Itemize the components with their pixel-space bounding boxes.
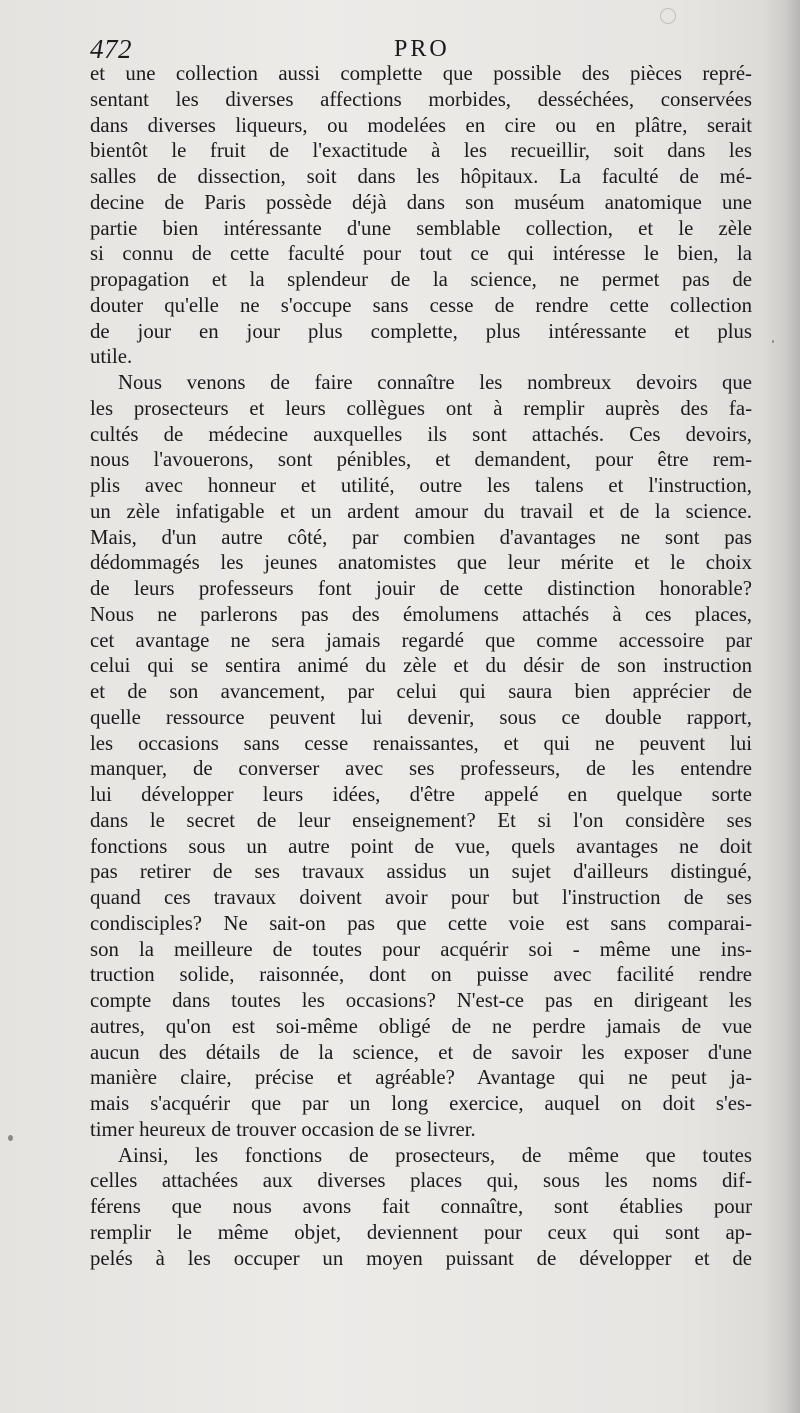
paper-speck <box>660 8 676 24</box>
text-line: pelés à les occuper un moyen puissant de développer et de <box>90 1246 752 1270</box>
text-line: pas retirer de ses travaux assidus un sujet d'ailleurs distingué, <box>90 860 752 884</box>
text-line: bientôt le fruit de l'exactitude à les recueillir, soit dans les <box>90 139 752 163</box>
text-line: et de son avancement, par celui qui saura bien apprécier de <box>90 680 752 703</box>
text-line: compte dans toutes les occasions? N'est-ce pas en dirigeant les <box>90 989 752 1012</box>
text-line: Nous venons de faire connaître les nombreux devoirs que <box>118 371 752 394</box>
page-number: 472 <box>90 34 132 64</box>
text-line: timer heureux de trouver occasion de se livrer. <box>90 1117 476 1141</box>
text-line: et une collection aussi complette que possible des pièces repré- <box>90 62 752 85</box>
body-text <box>90 61 752 1271</box>
text-line: truction solide, raisonnée, dont on puisse avec facilité rendre <box>90 963 752 987</box>
paper-speck <box>772 340 774 343</box>
text-line: cultés de médecine auxquelles ils sont attachés. Ces devoirs, <box>90 422 752 446</box>
text-line: celui qui se sentira animé du zèle et du désir de son instruction <box>90 654 752 678</box>
text-line: utile. <box>90 345 133 369</box>
text-line: fonctions sous un autre point de vue, quels avantages ne doit <box>90 834 752 858</box>
text-line: férens que nous avons fait connaître, sont établies pour <box>90 1195 752 1218</box>
text-line: partie bien intéressante d'une semblable collection, et le zèle <box>90 216 752 240</box>
text-line: manière claire, précise et agréable? Avantage qui ne peut ja- <box>90 1066 752 1090</box>
running-head: PRO <box>394 36 450 62</box>
text-line: celles attachées aux diverses places qui, sous les noms dif- <box>90 1169 752 1193</box>
text-line: dédommagés les jeunes anatomistes que leur mérite et le choix <box>90 551 752 575</box>
text-line: quelle ressource peuvent lui devenir, sous ce double rapport, <box>90 705 752 729</box>
page-edge-shadow <box>764 0 800 1413</box>
text-line: lui développer leurs idées, d'être appelé en quelque sorte <box>90 783 752 806</box>
text-line: mais s'acquérir que par un long exercice, auquel on doit s'es- <box>90 1092 752 1115</box>
text-line: quand ces travaux doivent avoir pour but l'instruction de ses <box>90 886 752 909</box>
text-line: Mais, d'un autre côté, par combien d'avantages ne sont pas <box>90 525 752 549</box>
text-line: cet avantage ne sera jamais regardé que comme accessoire par <box>90 628 752 652</box>
text-line: autres, qu'on est soi-même obligé de ne perdre jamais de vue <box>90 1014 752 1038</box>
text-line: Ainsi, les fonctions de prosecteurs, de même que toutes <box>118 1143 752 1167</box>
text-line: les prosecteurs et leurs collègues ont à remplir auprès des fa- <box>90 396 752 420</box>
text-line: manquer, de converser avec ses professeurs, de les entendre <box>90 757 752 781</box>
text-line: dans diverses liqueurs, ou modelées en cire ou en plâtre, serait <box>90 113 752 137</box>
text-line: si connu de cette faculté pour tout ce qui intéresse le bien, la <box>90 242 752 266</box>
text-line: nous l'avouerons, sont pénibles, et demandent, pour être rem- <box>90 448 752 472</box>
text-line: de jour en jour plus complette, plus intéressante et plus <box>90 319 752 343</box>
text-line: decine de Paris possède déjà dans son muséum anatomique une <box>90 190 752 214</box>
text-line: un zèle infatigable et un ardent amour du travail et de la science. <box>90 499 752 523</box>
text-line: plis avec honneur et utilité, outre les talens et l'instruction, <box>90 474 752 497</box>
text-line: condisciples? Ne sait-on pas que cette voie est sans comparai- <box>90 911 752 935</box>
text-line: salles de dissection, soit dans les hôpitaux. La faculté de mé- <box>90 165 752 188</box>
text-line: son la meilleure de toutes pour acquérir soi - même une ins- <box>90 937 752 961</box>
text-line: les occasions sans cesse renaissantes, et qui ne peuvent lui <box>90 731 752 755</box>
text-line: Nous ne parlerons pas des émolumens attachés à ces places, <box>90 602 752 626</box>
text-line: remplir le même objet, deviennent pour ceux qui sont ap- <box>90 1220 752 1244</box>
text-line: sentant les diverses affections morbides, desséchées, conservées <box>90 87 752 111</box>
text-line: de leurs professeurs font jouir de cette distinction honorable? <box>90 577 752 600</box>
text-line: aucun des détails de la science, et de savoir les exposer d'une <box>90 1040 752 1064</box>
text-line: douter qu'elle ne s'occupe sans cesse de rendre cette collection <box>90 293 752 317</box>
text-line: dans le secret de leur enseignement? Et si l'on considère ses <box>90 808 752 832</box>
paper-speck <box>8 1135 13 1141</box>
text-line: propagation et la splendeur de la science, ne permet pas de <box>90 268 752 291</box>
